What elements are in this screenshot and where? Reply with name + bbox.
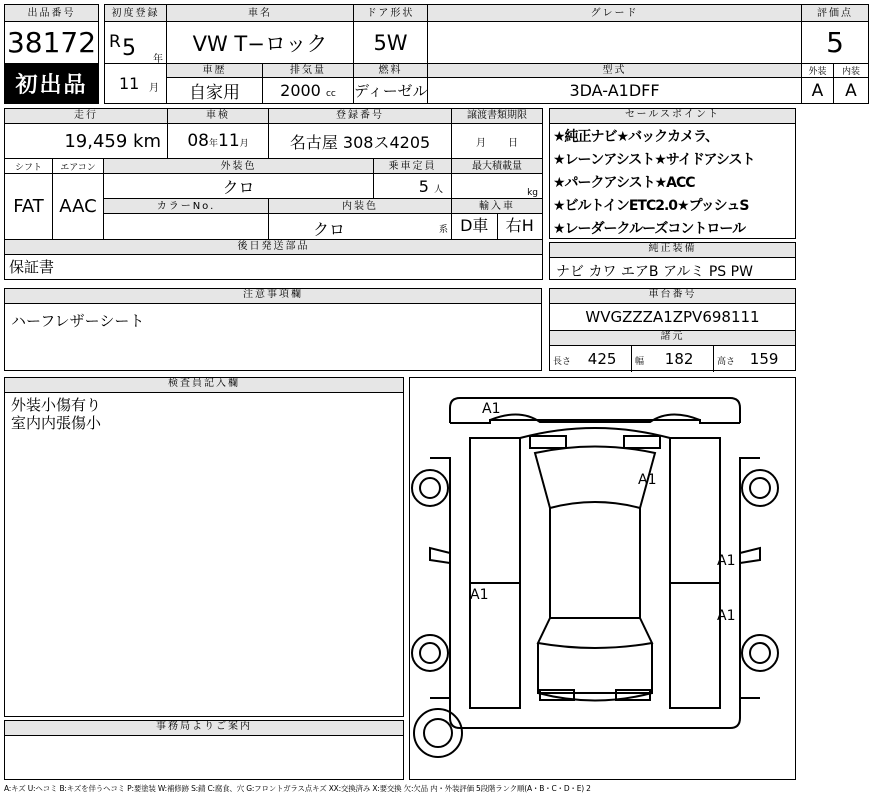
damage-mark: A1 (482, 401, 501, 417)
left-headlight (530, 436, 566, 448)
standard-equipment-value: ナビ カワ エアB アルミ PS PW (556, 264, 753, 280)
height-value: 159 (749, 350, 779, 368)
width-label: 幅 (635, 357, 645, 367)
import-drive: D車 (452, 214, 498, 239)
capacity-label: 乗車定員 (374, 159, 452, 174)
inspector-note: 外装小傷有り (11, 396, 102, 414)
door-value: 5W (354, 22, 428, 64)
car-name-label: 車名 (167, 5, 354, 22)
rear-window (538, 618, 652, 648)
inspection-month-unit: 月 (239, 139, 249, 149)
sales-point-line: ★純正ナビ★バックカメラ、 (553, 129, 718, 145)
damage-mark: A1 (470, 587, 489, 603)
inspection-label: 車検 (168, 109, 269, 124)
lot-number: 38172 (5, 22, 99, 64)
exterior-label: 外装 (802, 64, 834, 78)
sales-points-box (549, 108, 796, 239)
fuel-label: 燃料 (354, 64, 428, 78)
car-diagram-box (409, 377, 796, 780)
mileage-label: 走行 (5, 109, 168, 124)
sales-point-line: ★ビルトインETC2.0★プッシュS (553, 198, 749, 214)
sales-point-line: ★レーダークルーズコントロール (553, 221, 746, 237)
max-load-label: 最大積載量 (452, 159, 543, 174)
wheel-front-right (742, 470, 778, 506)
mileage-value: 19,459 (64, 130, 128, 152)
later-parts-value: 保証書 (5, 254, 543, 279)
first-listing-badge: 初出品 (5, 64, 99, 104)
plate-value: 名古屋 308ス4205 (269, 123, 452, 159)
inspection-month: 11 (218, 131, 240, 151)
interior-color-unit: 系 (439, 224, 449, 235)
length-label: 長さ (553, 357, 572, 367)
car-damage-diagram (410, 378, 795, 779)
grade-label: グレード (428, 5, 802, 22)
interior-score: A (834, 78, 869, 104)
displacement-value: 2000 (280, 81, 321, 100)
shift-label: シフト (5, 159, 53, 174)
chassis-box (549, 288, 796, 371)
first-reg-label: 初度登録 (105, 5, 167, 22)
trunk-outline (538, 643, 652, 693)
score-value: 5 (802, 22, 869, 64)
wheel-rear-right (742, 635, 778, 671)
inspector-note: 室内内張傷小 (11, 414, 102, 432)
exterior-color-label: 外装色 (104, 159, 374, 174)
inspector-box (4, 377, 404, 717)
door-label: ドア形状 (354, 5, 428, 22)
damage-mark: A1 (638, 472, 657, 488)
length-value: 425 (587, 350, 617, 368)
exterior-score: A (802, 78, 834, 104)
fuel-value: ディーゼル (354, 78, 428, 104)
color-number-value (104, 213, 269, 239)
notes-label: 注意事項欄 (5, 289, 541, 304)
left-door-panel (470, 438, 520, 708)
interior-color-value: クロ (313, 219, 346, 239)
displacement-label: 排気量 (263, 64, 354, 78)
car-name: VW T−ロック (167, 22, 354, 64)
reg-year: 5 (122, 36, 136, 61)
interior-label: 内装 (834, 64, 869, 78)
rear-bumper-outline (450, 698, 740, 728)
import-label: 輸入車 (452, 199, 543, 214)
transfer-month-unit: 月 (476, 137, 487, 149)
chassis-number: WVGZZZA1ZPV698111 (550, 304, 795, 331)
sales-points-list (550, 124, 795, 241)
aircon-label: エアコン (53, 159, 104, 174)
damage-mark: A1 (717, 553, 736, 569)
windshield (535, 447, 655, 509)
right-headlight (624, 436, 660, 448)
exterior-color-value: クロ (104, 174, 374, 199)
displacement-unit: cc (325, 89, 336, 99)
color-number-label: カラーNo. (104, 199, 269, 214)
inspection-year-unit: 年 (209, 139, 219, 149)
left-mirror (430, 548, 450, 563)
capacity-value: 5 (418, 176, 429, 196)
lot-label: 出品番号 (5, 5, 99, 22)
reg-month: 11 (119, 74, 140, 93)
later-parts-label: 後日発送部品 (5, 240, 543, 255)
history-value: 自家用 (167, 78, 263, 104)
import-steering: 右H (505, 215, 534, 235)
max-load-unit: kg (452, 174, 543, 199)
notes-text: ハーフレザーシート (11, 312, 145, 330)
right-mirror (740, 548, 760, 563)
header-table (4, 4, 869, 104)
model-label: 型式 (428, 64, 802, 78)
shift-value: FAT (5, 174, 53, 240)
notes-box (4, 288, 542, 371)
right-door-panel (670, 438, 720, 708)
reg-year-unit: 年 (153, 54, 163, 65)
mileage-unit: km (133, 130, 162, 152)
damage-legend: A:キズ U:ヘコミ B:キズを伴うヘコミ P:要塗装 W:補修跡 S:錆 C:腐食、穴 G:フロントガラス点キズ XX:交換済み X:要交換 欠:欠品 内・外装評価 5段階ランク順(A・B・C・D・E) 2 (4, 784, 591, 793)
office-box (4, 720, 404, 780)
office-label: 事務局よりご案内 (5, 721, 403, 736)
chassis-label: 車台番号 (550, 289, 795, 304)
sales-point-line: ★レーンアシスト★サイドアシスト (553, 152, 755, 168)
wheel-rear-left (412, 635, 448, 671)
height-label: 高さ (717, 357, 736, 367)
damage-mark: A1 (717, 608, 736, 624)
transfer-label: 譲渡書類期限 (452, 109, 543, 124)
grade-value (428, 22, 802, 64)
standard-equipment-box (549, 242, 796, 280)
sales-points-label: セールスポイント (550, 109, 795, 124)
score-label: 評価点 (802, 5, 869, 22)
era-letter: R (109, 32, 121, 52)
dimensions-label: 諸元 (550, 331, 795, 346)
inspection-year: 08 (187, 131, 209, 151)
spare-wheel (414, 709, 462, 757)
reg-month-unit: 月 (149, 83, 159, 94)
standard-equipment-label: 純正装備 (550, 243, 795, 258)
wheel-front-left (412, 470, 448, 506)
roof-outline (550, 508, 640, 618)
history-label: 車歴 (167, 64, 263, 78)
vehicle-info-table (4, 108, 543, 280)
aircon-value: AAC (53, 174, 104, 240)
width-value: 182 (664, 350, 694, 368)
capacity-unit: 人 (434, 184, 444, 195)
model-value: 3DA-A1DFF (428, 78, 802, 104)
sales-point-line: ★パークアシスト★ACC (553, 175, 695, 191)
plate-label: 登録番号 (269, 109, 452, 124)
transfer-day-unit: 日 (508, 137, 519, 149)
inspector-label: 検査員記入欄 (5, 378, 403, 393)
interior-color-label: 内装色 (269, 199, 452, 214)
